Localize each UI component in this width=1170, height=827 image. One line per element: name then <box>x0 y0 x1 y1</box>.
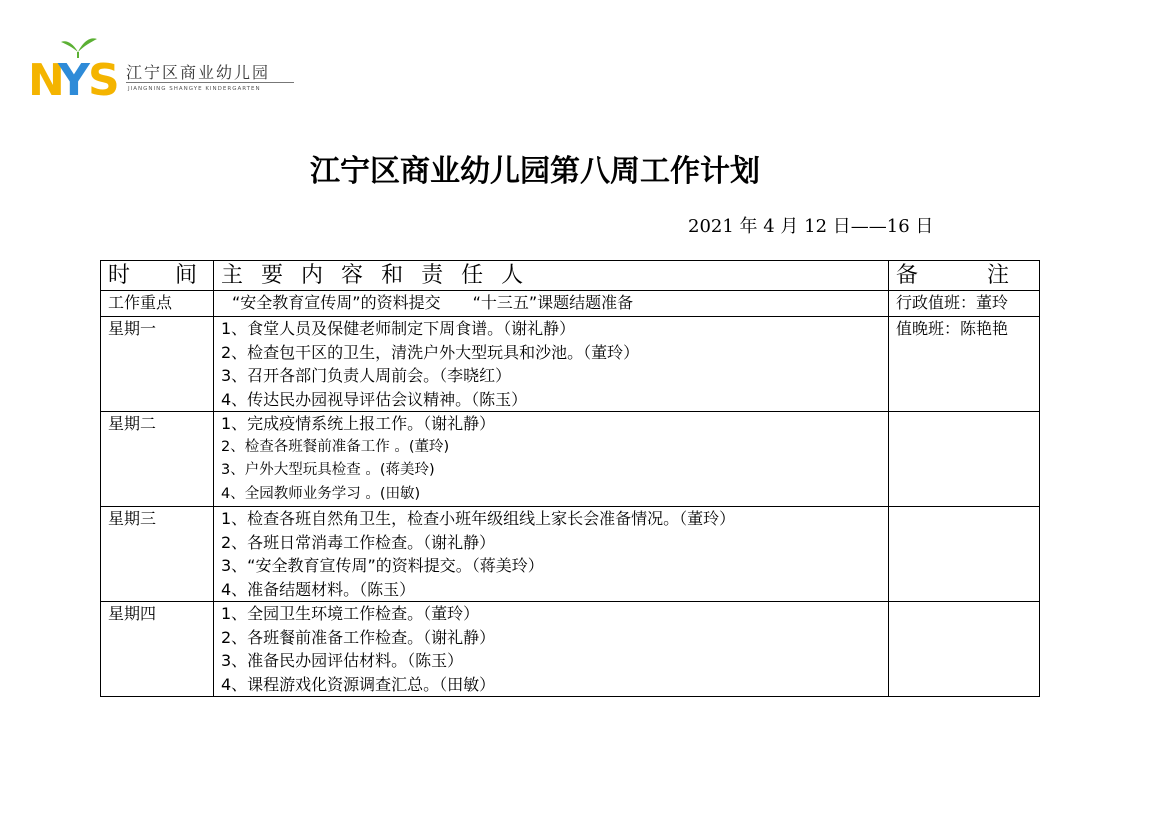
day-remark <box>889 602 1040 697</box>
content-char: 容 <box>341 263 364 288</box>
work-focus-row <box>101 291 1040 317</box>
kindergarten-logo <box>28 30 298 100</box>
logo-letter-y: Y <box>58 55 90 100</box>
task-item: 1、检查各班自然角卫生，检查小班年级组线上家长会准备情况。（董玲） <box>221 509 736 528</box>
time-char: 时 <box>108 263 131 288</box>
content-char: 内 <box>301 263 324 288</box>
day-remark <box>889 412 1040 507</box>
date-range: 2021 年 4 月 12 日——16 日 <box>688 216 934 237</box>
day-remark: 值晚班：陈艳艳 <box>889 317 1040 412</box>
day-label: 星期一 <box>101 317 214 412</box>
focus-remark: 行政值班：董玲 <box>889 291 1040 317</box>
day-remark <box>889 507 1040 602</box>
header-remarks <box>889 261 1040 291</box>
focus-label: 工作重点 <box>101 291 214 317</box>
focus-content: “安全教育宣传周”的资料提交 “十三五”课题结题准备 <box>214 291 889 317</box>
task-item: 4、传达民办园视导评估会议精神。（陈玉） <box>221 389 528 409</box>
task-item: 1、全园卫生环境工作检查。（董玲） <box>221 604 480 623</box>
remarks-char: 注 <box>986 263 1009 288</box>
task-item: 4、准备结题材料。（陈玉） <box>221 579 416 599</box>
logo-english-name: JIANGNING SHANGYE KINDERGARTEN <box>128 86 261 92</box>
time-char: 间 <box>174 263 197 288</box>
day-row <box>101 507 1040 602</box>
weekly-plan-table <box>100 260 1040 697</box>
task-item: 2、各班日常消毒工作检查。（谢礼静） <box>221 532 496 552</box>
task-item: 2、检查各班餐前准备工作 。(董玲) <box>221 438 450 455</box>
task-item: 1、完成疫情系统上报工作。（谢礼静） <box>221 414 496 433</box>
day-tasks <box>214 317 889 412</box>
task-item: 4、全园教师业务学习 。(田敏) <box>221 485 421 502</box>
header-content <box>214 261 889 291</box>
day-tasks <box>214 602 889 697</box>
logo-letter-n: N <box>28 55 65 100</box>
day-row <box>101 412 1040 507</box>
day-tasks <box>214 507 889 602</box>
content-char: 要 <box>261 263 284 288</box>
task-item: 1、食堂人员及保健老师制定下周食谱。（谢礼静） <box>221 319 576 338</box>
content-char: 人 <box>501 263 524 288</box>
task-item: 2、检查包干区的卫生，清洗户外大型玩具和沙池。（董玲） <box>221 342 640 362</box>
content-char: 责 <box>421 263 444 288</box>
content-char: 主 <box>221 263 244 288</box>
logo-divider <box>126 82 294 83</box>
day-row <box>101 317 1040 412</box>
day-label: 星期二 <box>101 412 214 507</box>
day-label: 星期四 <box>101 602 214 697</box>
content-char: 任 <box>461 263 484 288</box>
nys-logo-icon <box>28 30 123 100</box>
table-header-row <box>101 261 1040 291</box>
day-tasks <box>214 412 889 507</box>
day-label: 星期三 <box>101 507 214 602</box>
task-item: 3、户外大型玩具检查 。(蒋美玲) <box>221 462 435 478</box>
task-item: 2、各班餐前准备工作检查。（谢礼静） <box>221 627 496 647</box>
logo-chinese-name: 江宁区商业幼儿园 <box>126 63 271 82</box>
task-item: 3、准备民办园评估材料。（陈玉） <box>221 651 464 670</box>
task-item: 3、“安全教育宣传周”的资料提交。（蒋美玲） <box>221 556 544 575</box>
page-title: 江宁区商业幼儿园第八周工作计划 <box>310 154 760 189</box>
content-char: 和 <box>381 263 404 288</box>
logo-letter-s: S <box>88 55 120 100</box>
day-row <box>101 602 1040 697</box>
remarks-char: 备 <box>896 263 919 288</box>
task-item: 4、课程游戏化资源调查汇总。（田敏） <box>221 674 496 694</box>
task-item: 3、召开各部门负责人周前会。（李晓红） <box>221 366 512 385</box>
header-time <box>101 261 214 291</box>
